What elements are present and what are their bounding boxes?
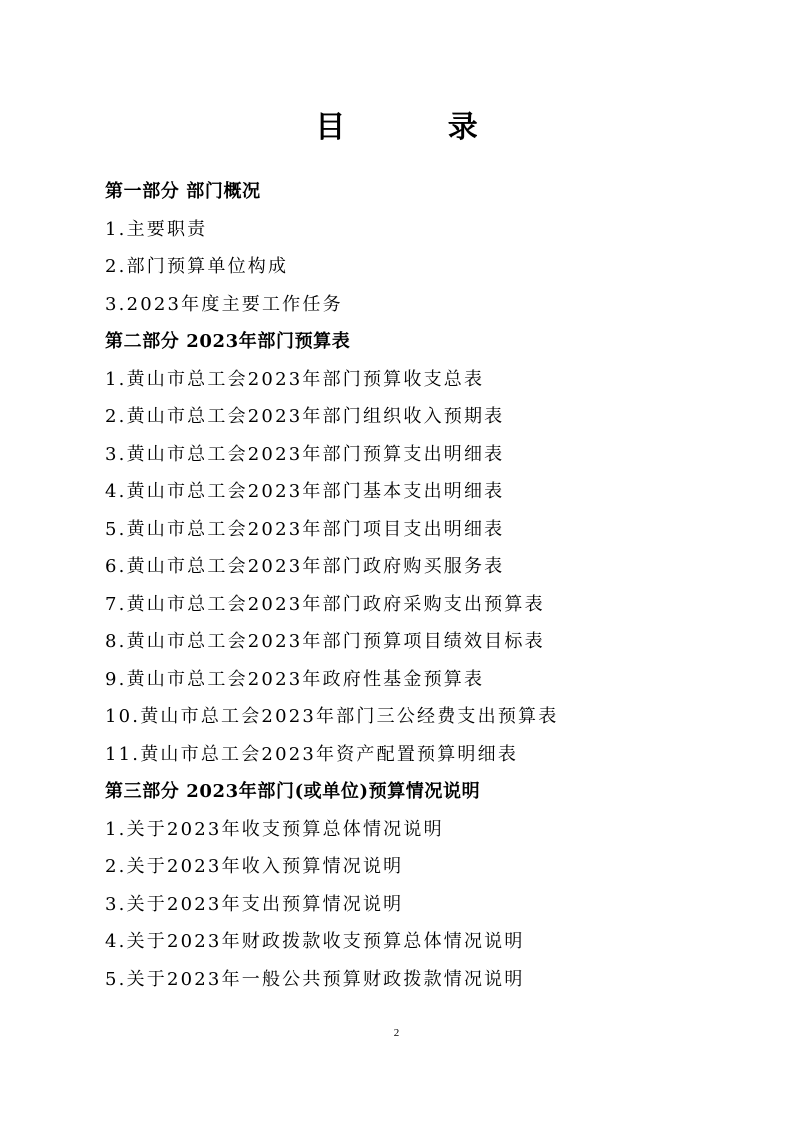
toc-item: 7.黄山市总工会2023年部门政府采购支出预算表 — [105, 593, 545, 615]
page-number: 2 — [393, 1027, 400, 1039]
toc-item: 2.关于2023年收入预算情况说明 — [105, 856, 404, 877]
toc-item: 10.黄山市总工会2023年部门三公经费支出预算表 — [105, 706, 559, 727]
toc-item: 5.关于2023年一般公共预算财政拨款情况说明 — [105, 968, 525, 990]
toc-item: 3.黄山市总工会2023年部门预算支出明细表 — [105, 443, 505, 465]
toc-item: 11.黄山市总工会2023年资产配置预算明细表 — [105, 743, 519, 765]
toc-item: 1.主要职责 — [105, 218, 208, 240]
toc-item: 2.部门预算单位构成 — [105, 256, 289, 277]
toc-item: 6.黄山市总工会2023年部门政府购买服务表 — [105, 556, 505, 577]
toc-item: 3.关于2023年支出预算情况说明 — [105, 893, 404, 915]
toc-item: 3.2023年度主要工作任务 — [105, 293, 343, 315]
toc-item: 1.关于2023年收支预算总体情况说明 — [105, 818, 444, 840]
toc-item: 4.黄山市总工会2023年部门基本支出明细表 — [105, 481, 505, 502]
toc-item: 1.黄山市总工会2023年部门预算收支总表 — [105, 368, 485, 390]
table-of-contents — [105, 173, 705, 998]
toc-item: 2.黄山市总工会2023年部门组织收入预期表 — [105, 406, 505, 427]
toc-item: 5.黄山市总工会2023年部门项目支出明细表 — [105, 518, 505, 540]
toc-section-heading: 第二部分 2023年部门预算表 — [105, 331, 351, 352]
toc-section-heading: 第一部分 部门概况 — [105, 181, 261, 202]
toc-section-heading: 第三部分 2023年部门(或单位)预算情况说明 — [105, 781, 481, 802]
toc-item: 4.关于2023年财政拨款收支预算总体情况说明 — [105, 931, 525, 952]
toc-item: 8.黄山市总工会2023年部门预算项目绩效目标表 — [105, 631, 545, 652]
toc-item: 9.黄山市总工会2023年政府性基金预算表 — [105, 668, 485, 690]
page-title: 目 录 — [315, 110, 524, 145]
